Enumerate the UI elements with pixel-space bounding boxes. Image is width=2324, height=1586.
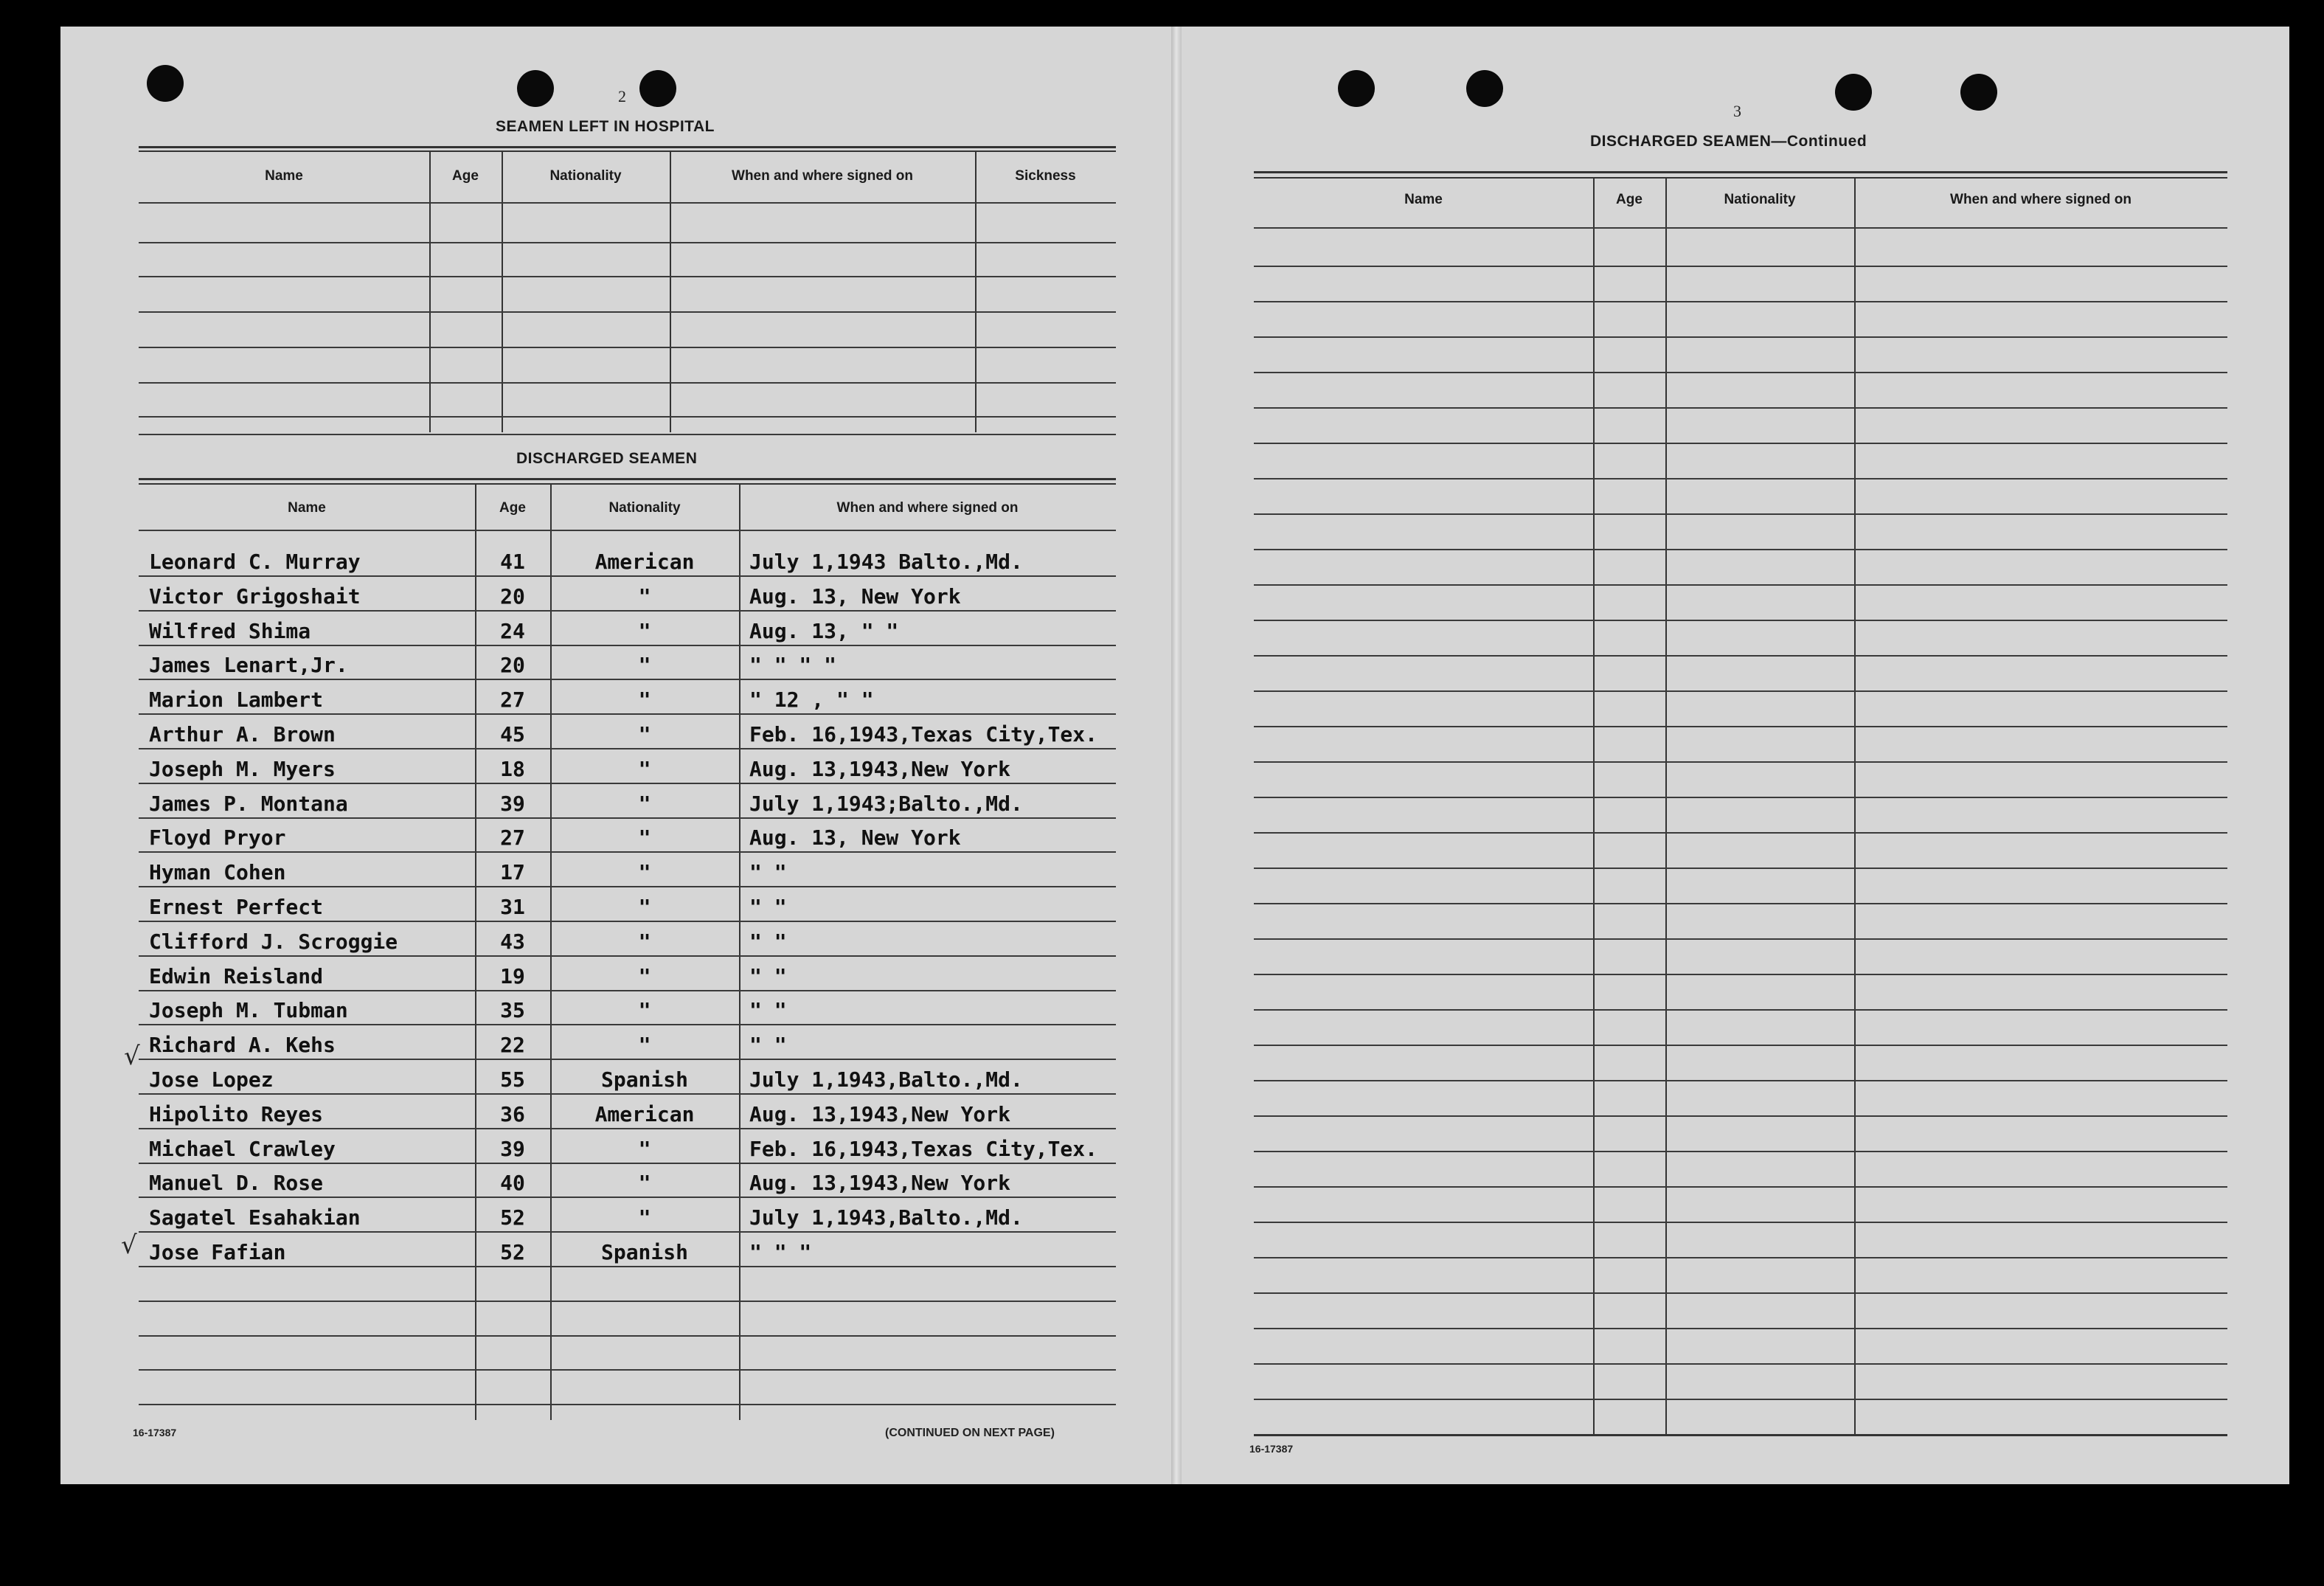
- table-row: [1254, 1186, 2227, 1188]
- table-row: [1254, 620, 2227, 621]
- hospital-col-divider: [670, 152, 671, 432]
- discharged-cell-age: 35: [500, 998, 525, 1023]
- hospital-col-signed-on: When and where signed on: [732, 168, 913, 184]
- hospital-col-name: Name: [265, 168, 303, 184]
- discharged-cell-signed-on: " ": [749, 1033, 787, 1058]
- right-col-divider: [1854, 179, 1856, 1434]
- table-row: [1254, 655, 2227, 657]
- table-row: [139, 1335, 1116, 1337]
- table-row: [139, 817, 1116, 819]
- hospital-col-divider: [429, 152, 431, 432]
- hospital-row-line: [139, 382, 1116, 384]
- hospital-table-top-rule: [139, 146, 1116, 148]
- discharged-cell-signed-on: July 1,1943 Balto.,Md.: [749, 550, 1023, 574]
- table-row: [1254, 372, 2227, 373]
- table-row: [1254, 1399, 2227, 1400]
- table-row: [1254, 903, 2227, 904]
- right-page-number: 3: [1733, 102, 1741, 120]
- right-col-name: Name: [1404, 192, 1443, 207]
- discharged-col-name: Name: [288, 500, 326, 516]
- discharged-cell-nationality: ": [638, 791, 651, 816]
- discharged-cell-signed-on: Aug. 13, New York: [749, 825, 961, 851]
- discharged-cell-nationality: ": [638, 688, 651, 713]
- table-row: [139, 1369, 1116, 1371]
- discharged-cell-signed-on: Aug. 13,1943,New York: [749, 1171, 1011, 1196]
- right-table-top-rule: [1254, 177, 2227, 179]
- discharged-cell-age: 19: [500, 963, 525, 988]
- discharged-cell-nationality: ": [638, 929, 651, 954]
- discharged-cell-age: 31: [500, 895, 525, 919]
- discharged-cell-name: Jose Lopez: [149, 1067, 274, 1092]
- discharged-cell-age: 18: [500, 756, 525, 781]
- hospital-section-title: SEAMEN LEFT IN HOSPITAL: [496, 118, 715, 135]
- discharged-cell-nationality: ": [638, 653, 651, 678]
- discharged-cell-nationality: ": [638, 618, 651, 643]
- discharged-cell-name: Edwin Reisland: [149, 963, 324, 988]
- discharged-cell-nationality: ": [638, 1033, 651, 1058]
- table-row: [1254, 407, 2227, 409]
- discharged-cell-nationality: ": [638, 1136, 651, 1161]
- discharged-cell-name: Sagatel Esahakian: [149, 1205, 361, 1230]
- discharged-col-age: Age: [499, 500, 526, 516]
- hospital-row-line: [139, 276, 1116, 277]
- discharged-cell-age: 55: [500, 1067, 525, 1092]
- discharged-cell-signed-on: July 1,1943,Balto.,Md.: [749, 1205, 1023, 1230]
- table-row: [1254, 1257, 2227, 1258]
- right-section-title: DISCHARGED SEAMEN—Continued: [1590, 133, 1867, 150]
- discharged-cell-name: Jose Fafian: [149, 1240, 286, 1264]
- right-col-age: Age: [1616, 192, 1643, 207]
- discharged-cell-name: Marion Lambert: [149, 688, 324, 713]
- table-row: [139, 713, 1116, 715]
- discharged-cell-nationality: Spanish: [600, 1067, 688, 1092]
- binding-hole: [1835, 74, 1872, 111]
- page-fold: [1171, 27, 1182, 1484]
- discharged-cell-nationality: ": [638, 584, 651, 609]
- right-col-divider: [1593, 179, 1595, 1434]
- discharged-cell-age: 41: [500, 550, 525, 574]
- hospital-row-line: [139, 202, 1116, 204]
- discharged-cell-age: 52: [500, 1240, 525, 1264]
- discharged-cell-nationality: ": [638, 895, 651, 919]
- table-row: [1254, 443, 2227, 444]
- table-row: [1254, 1292, 2227, 1294]
- discharged-cell-age: 20: [500, 653, 525, 678]
- discharged-cell-name: Manuel D. Rose: [149, 1171, 324, 1196]
- discharged-cell-nationality: American: [594, 550, 695, 574]
- discharged-table-top-rule: [139, 483, 1116, 485]
- table-row: [1254, 1328, 2227, 1329]
- continued-note: (CONTINUED ON NEXT PAGE): [885, 1427, 1055, 1439]
- discharged-cell-nationality: ": [638, 825, 651, 851]
- table-row: [1254, 938, 2227, 940]
- table-row: [1254, 301, 2227, 302]
- discharged-cell-signed-on: " ": [749, 860, 787, 885]
- right-form-number: 16-17387: [1249, 1443, 1294, 1455]
- discharged-cell-signed-on: Aug. 13, New York: [749, 584, 961, 609]
- left-form-number: 16-17387: [133, 1427, 177, 1438]
- table-row: [1254, 336, 2227, 338]
- hospital-row-line: [139, 347, 1116, 348]
- discharged-cell-age: 52: [500, 1205, 525, 1230]
- discharged-cell-name: Hyman Cohen: [149, 860, 286, 885]
- hospital-table-top-rule: [139, 150, 1116, 152]
- check-mark: √: [124, 1042, 140, 1071]
- table-row: [1254, 832, 2227, 834]
- hospital-row-line: [139, 434, 1116, 435]
- discharged-cell-name: Clifford J. Scroggie: [149, 929, 398, 954]
- discharged-header-line: [139, 530, 1116, 531]
- hospital-row-line: [139, 416, 1116, 418]
- table-row: [139, 1197, 1116, 1198]
- discharged-cell-age: 20: [500, 584, 525, 609]
- discharged-cell-name: Richard A. Kehs: [149, 1033, 336, 1058]
- binding-hole: [1960, 74, 1997, 111]
- discharged-cell-nationality: ": [638, 756, 651, 781]
- table-row: [1254, 1222, 2227, 1223]
- hospital-row-line: [139, 242, 1116, 243]
- discharged-cell-signed-on: July 1,1943,Balto.,Md.: [749, 1067, 1023, 1092]
- table-row: [139, 1059, 1116, 1060]
- discharged-cell-nationality: American: [594, 1101, 695, 1126]
- discharged-cell-signed-on: " 12 , " ": [749, 688, 874, 713]
- right-col-nationality: Nationality: [1724, 192, 1796, 207]
- right-header-line: [1254, 227, 2227, 229]
- binding-hole: [1338, 70, 1375, 107]
- discharged-cell-age: 27: [500, 688, 525, 713]
- table-row: [139, 990, 1116, 991]
- hospital-col-divider: [502, 152, 503, 432]
- discharged-cell-signed-on: Aug. 13, " ": [749, 618, 899, 643]
- discharged-cell-age: 45: [500, 722, 525, 747]
- discharged-cell-nationality: ": [638, 963, 651, 988]
- discharged-cell-name: Wilfred Shima: [149, 618, 311, 643]
- discharged-col-signed-on: When and where signed on: [836, 500, 1019, 516]
- discharged-cell-nationality: Spanish: [600, 1240, 688, 1264]
- discharged-col-nationality: Nationality: [608, 500, 681, 516]
- discharged-table-top-rule: [139, 478, 1116, 480]
- discharged-cell-nationality: ": [638, 998, 651, 1023]
- discharged-cell-nationality: ": [638, 1171, 651, 1196]
- discharged-cell-name: James P. Montana: [149, 791, 348, 816]
- table-row: [1254, 1009, 2227, 1011]
- table-row: [1254, 726, 2227, 727]
- discharged-cell-signed-on: " ": [749, 963, 787, 988]
- discharged-cell-name: Victor Grigoshait: [149, 584, 361, 609]
- binding-hole: [1466, 70, 1503, 107]
- discharged-cell-name: Leonard C. Murray: [149, 550, 361, 574]
- table-row: [139, 783, 1116, 784]
- discharged-cell-name: Joseph M. Tubman: [149, 998, 348, 1023]
- binding-hole: [517, 70, 554, 107]
- table-row: [1254, 584, 2227, 586]
- discharged-cell-name: Floyd Pryor: [149, 825, 286, 851]
- discharged-cell-name: Michael Crawley: [149, 1136, 336, 1161]
- table-row: [1254, 974, 2227, 975]
- table-row: [139, 955, 1116, 957]
- right-col-signed-on: When and where signed on: [1950, 192, 2132, 207]
- right-table-top-rule: [1254, 171, 2227, 173]
- discharged-cell-signed-on: " ": [749, 998, 787, 1023]
- discharged-cell-signed-on: " " ": [749, 1240, 812, 1264]
- table-row: [139, 1093, 1116, 1095]
- table-row: [139, 921, 1116, 922]
- discharged-col-divider: [739, 485, 740, 1420]
- discharged-cell-age: 43: [500, 929, 525, 954]
- table-row: [1254, 690, 2227, 692]
- discharged-cell-name: Joseph M. Myers: [149, 756, 336, 781]
- hospital-col-nationality: Nationality: [549, 168, 622, 184]
- right-col-divider: [1665, 179, 1667, 1434]
- discharged-cell-name: Ernest Perfect: [149, 895, 324, 919]
- hospital-row-line: [139, 311, 1116, 313]
- discharged-cell-nationality: ": [638, 722, 651, 747]
- discharged-cell-age: 22: [500, 1033, 525, 1058]
- table-row: [139, 575, 1116, 577]
- discharged-cell-signed-on: Feb. 16,1943,Texas City,Tex.: [749, 722, 1098, 747]
- discharged-cell-signed-on: Aug. 13,1943,New York: [749, 1101, 1011, 1126]
- table-row: [1254, 549, 2227, 550]
- binding-hole: [639, 70, 676, 107]
- hospital-col-divider: [975, 152, 977, 432]
- table-row: [139, 610, 1116, 612]
- discharged-section-title: DISCHARGED SEAMEN: [516, 450, 698, 467]
- table-row: [139, 679, 1116, 680]
- table-row: [1254, 761, 2227, 763]
- table-row: [139, 1404, 1116, 1405]
- hospital-col-age: Age: [452, 168, 479, 184]
- discharged-cell-age: 27: [500, 825, 525, 851]
- right-table-bottom-rule: [1254, 1434, 2227, 1436]
- table-row: [139, 1163, 1116, 1164]
- check-mark: √: [121, 1230, 137, 1260]
- discharged-cell-age: 36: [500, 1101, 525, 1126]
- table-row: [139, 1301, 1116, 1302]
- discharged-cell-name: Arthur A. Brown: [149, 722, 336, 747]
- table-row: [1254, 1115, 2227, 1117]
- table-row: [139, 645, 1116, 646]
- table-row: [1254, 868, 2227, 869]
- table-row: [1254, 1151, 2227, 1152]
- discharged-cell-nationality: ": [638, 860, 651, 885]
- discharged-cell-signed-on: Feb. 16,1943,Texas City,Tex.: [749, 1136, 1098, 1161]
- table-row: [1254, 513, 2227, 515]
- table-row: [139, 1128, 1116, 1129]
- table-row: [1254, 797, 2227, 798]
- left-page-number: 2: [618, 87, 626, 105]
- table-row: [1254, 1363, 2227, 1365]
- table-row: [1254, 478, 2227, 479]
- table-row: [139, 1231, 1116, 1233]
- discharged-cell-age: 39: [500, 1136, 525, 1161]
- table-row: [139, 851, 1116, 853]
- discharged-cell-signed-on: " ": [749, 895, 787, 919]
- discharged-cell-nationality: ": [638, 1205, 651, 1230]
- discharged-cell-age: 17: [500, 860, 525, 885]
- table-row: [1254, 1045, 2227, 1046]
- discharged-cell-age: 39: [500, 791, 525, 816]
- discharged-cell-age: 40: [500, 1171, 525, 1196]
- discharged-cell-name: Hipolito Reyes: [149, 1101, 324, 1126]
- hospital-col-sickness: Sickness: [1015, 168, 1076, 184]
- discharged-cell-signed-on: " " " ": [749, 653, 837, 678]
- table-row: [139, 1024, 1116, 1025]
- table-row: [1254, 1080, 2227, 1081]
- discharged-cell-signed-on: July 1,1943;Balto.,Md.: [749, 791, 1023, 816]
- table-row: [139, 748, 1116, 749]
- table-row: [1254, 266, 2227, 267]
- discharged-cell-signed-on: " ": [749, 929, 787, 954]
- binding-hole: [147, 65, 184, 102]
- table-row: [139, 886, 1116, 887]
- discharged-cell-signed-on: Aug. 13,1943,New York: [749, 756, 1011, 781]
- discharged-cell-age: 24: [500, 618, 525, 643]
- table-row: [139, 1266, 1116, 1267]
- discharged-cell-name: James Lenart,Jr.: [149, 653, 348, 678]
